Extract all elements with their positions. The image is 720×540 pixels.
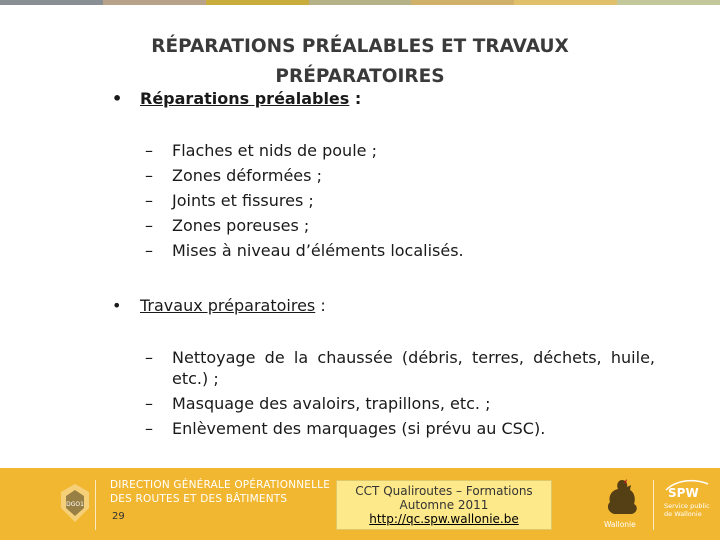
dash-icon: – — [145, 191, 153, 210]
spw-logo-text: SPW — [668, 486, 699, 500]
footer-separator — [653, 480, 654, 530]
course-title: CCT Qualiroutes – Formations — [355, 484, 533, 498]
dash-icon: – — [145, 394, 153, 413]
org-name: DIRECTION GÉNÉRALE OPÉRATIONNELLE DES ROUTES ET DES BÂTIMENTS — [110, 479, 331, 505]
slide-title-line2: PRÉPARATOIRES — [275, 66, 445, 87]
top-bar-segment — [514, 0, 617, 5]
dash-icon: – — [145, 419, 153, 438]
top-bar-segment — [103, 0, 206, 5]
list-item: – Enlèvement des marquages (si prévu au CSC). — [145, 419, 546, 438]
footer-separator — [95, 480, 96, 530]
section1-heading-text: Réparations préalables — [140, 89, 350, 108]
spw-subtitle: Service public de Wallonie — [664, 502, 710, 518]
section2-heading-text: Travaux préparatoires — [140, 296, 316, 315]
footer-bar — [0, 468, 720, 540]
dash-icon: – — [145, 216, 153, 235]
section2-heading-suffix: : — [315, 296, 326, 315]
dash-icon: – — [145, 166, 153, 185]
top-bar-segment — [206, 0, 309, 5]
dgo1-logo-icon — [58, 482, 92, 524]
course-link[interactable]: http://qc.spw.wallonie.be — [369, 512, 519, 526]
slide-title-line1: RÉPARATIONS PRÉALABLES ET TRAVAUX — [151, 36, 569, 57]
course-season: Automne 2011 — [399, 498, 489, 512]
slide-title — [60, 32, 660, 92]
bullet-icon: • — [112, 296, 122, 315]
section2-list — [145, 347, 655, 443]
dash-icon: – — [145, 141, 153, 160]
top-color-bar — [0, 0, 720, 5]
top-bar-segment — [0, 0, 103, 5]
wallonie-label: Wallonie — [604, 520, 636, 529]
rooster-logo-icon — [600, 476, 644, 520]
dash-icon: – — [145, 241, 153, 260]
top-bar-segment — [411, 0, 514, 5]
top-bar-segment — [617, 0, 720, 5]
dgo1-logo-text: DGO1 — [66, 501, 84, 508]
dash-icon: – — [145, 348, 153, 367]
list-item: – Nettoyage de la chaussée (débris, terres, déchets, huile, etc.) ; — [145, 348, 655, 388]
section1-heading-suffix: : — [349, 89, 362, 108]
course-info-box — [336, 480, 552, 530]
list-item: – Masquage des avaloirs, trapillons, etc. ; — [145, 394, 491, 413]
page-number: 29 — [112, 511, 125, 522]
top-bar-segment — [309, 0, 412, 5]
bullet-icon: • — [112, 89, 123, 108]
